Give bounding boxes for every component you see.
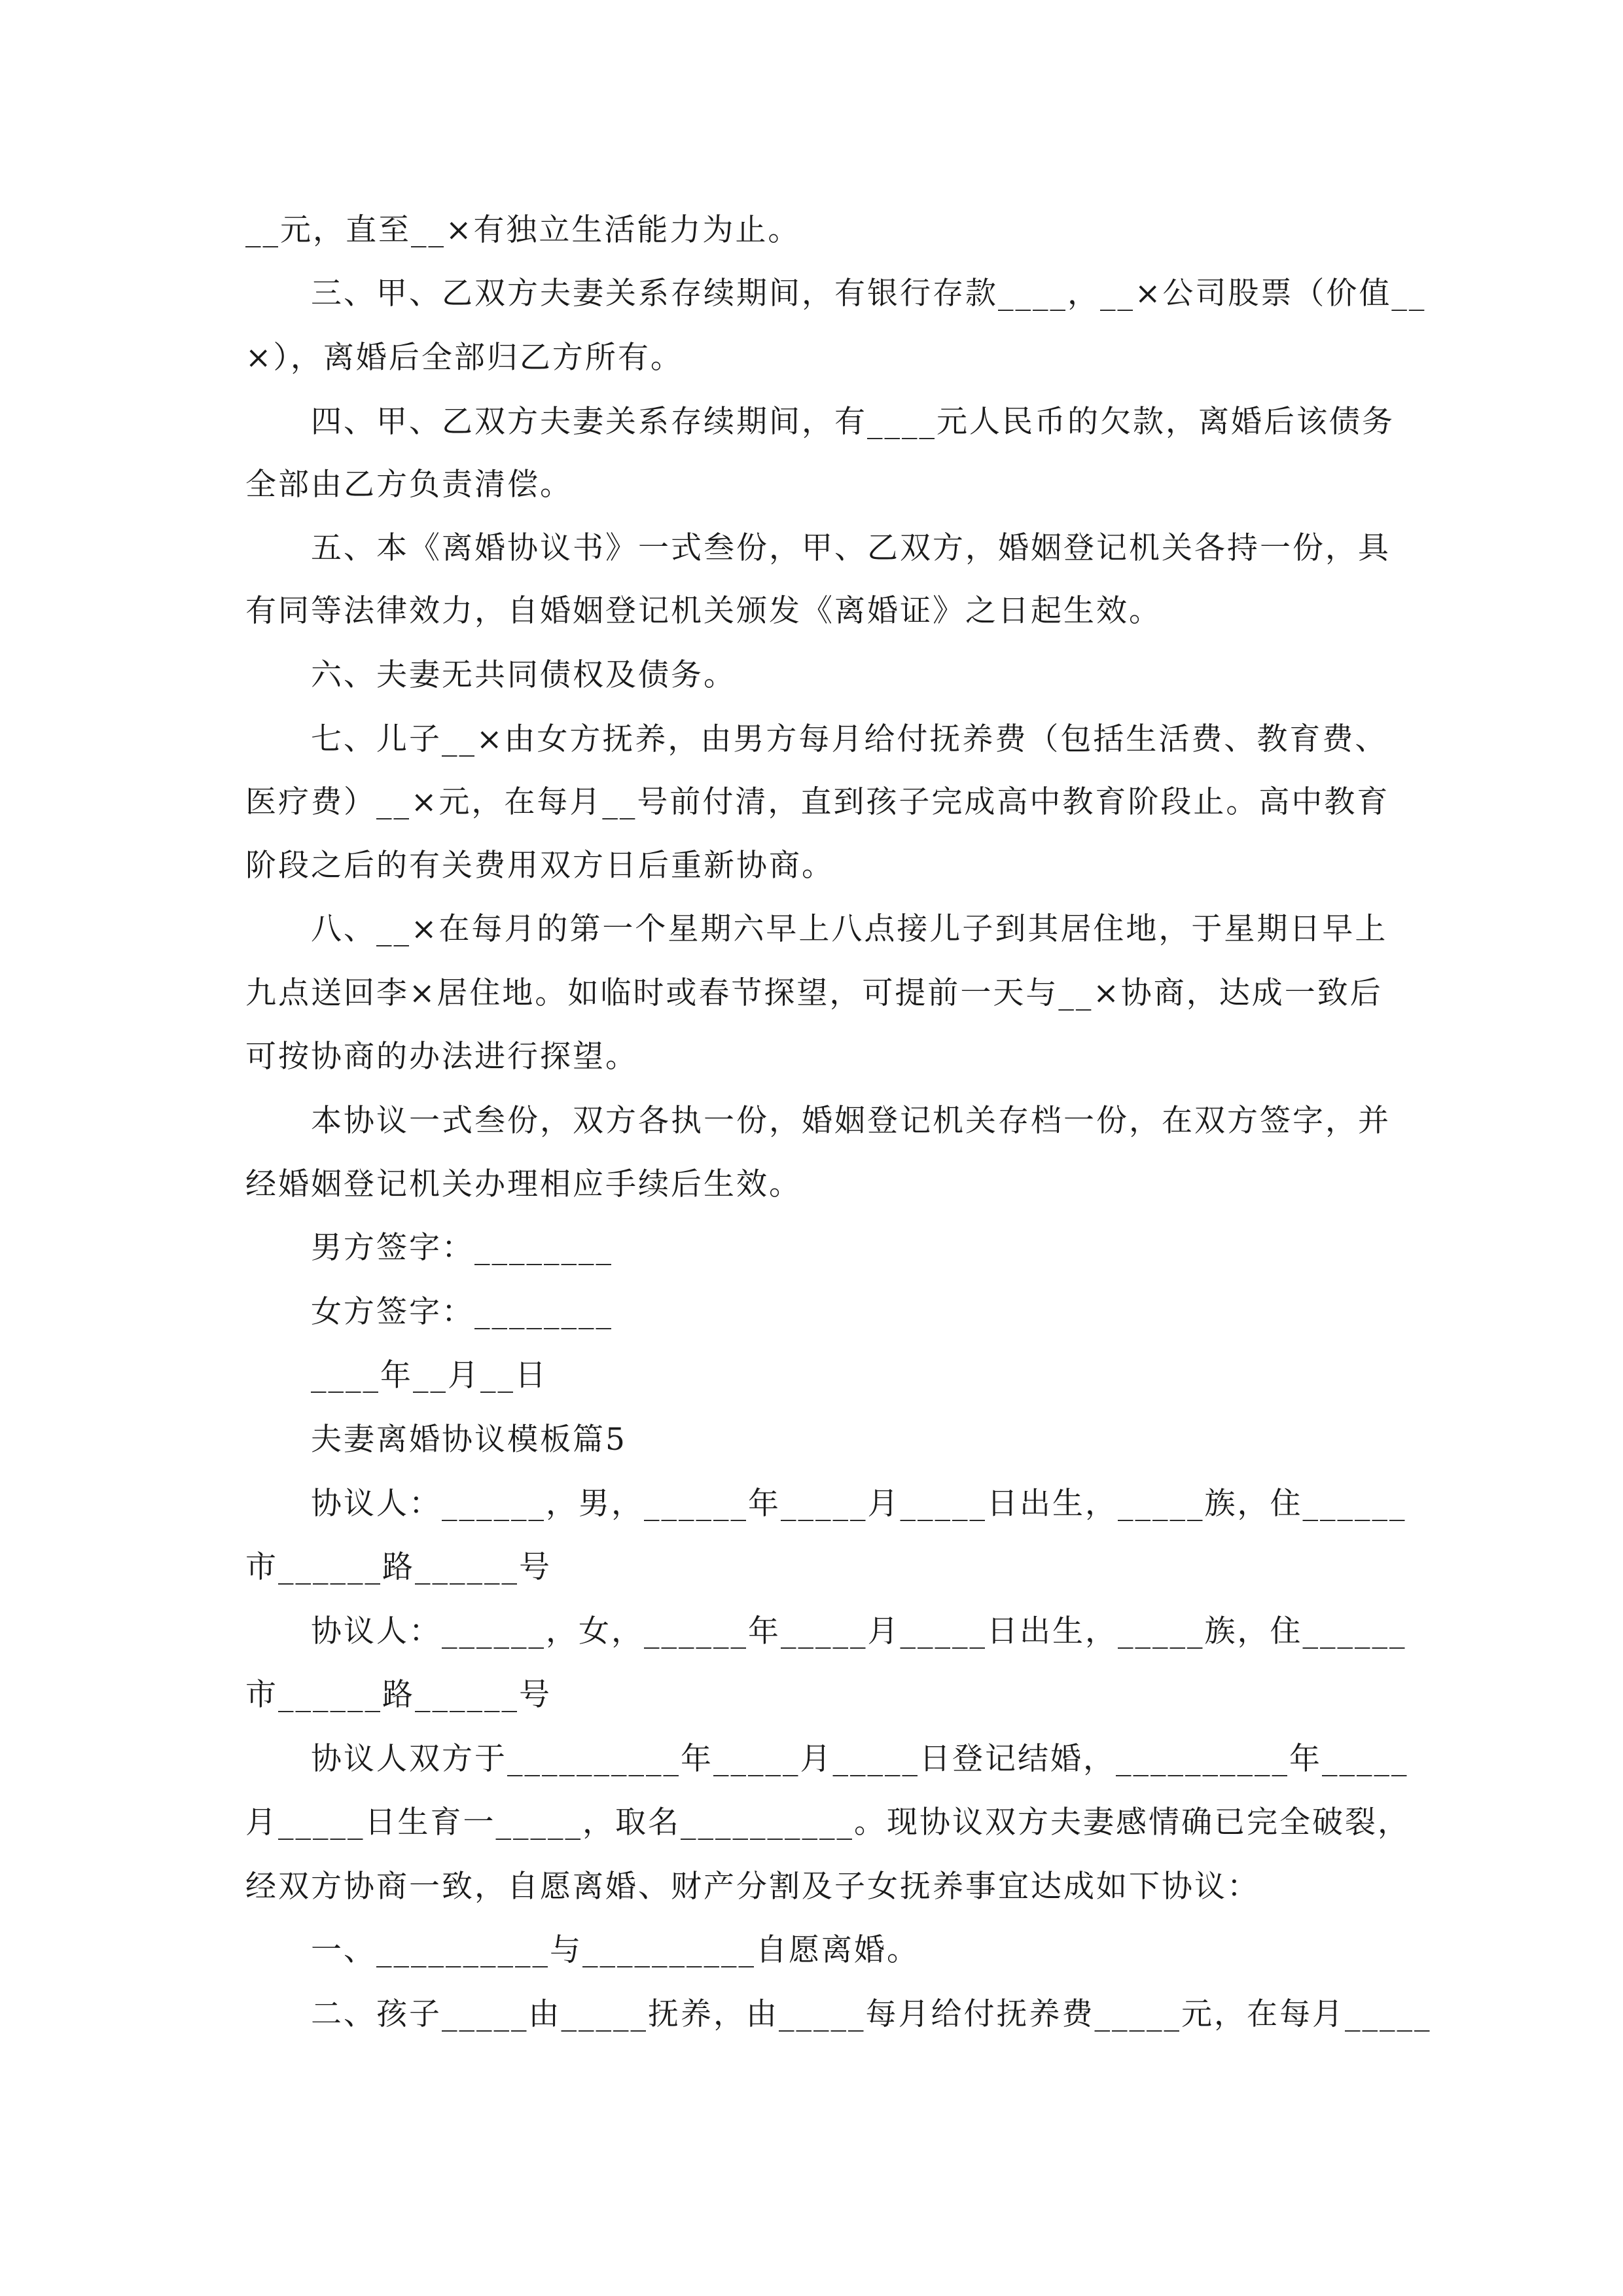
text-line: 协议人双方于__________年_____月_____日登记结婚，__________年_____ xyxy=(311,1741,1409,1777)
text-line: 全部由乙方负责清偿。 xyxy=(245,467,573,503)
text-line: 八、__×在每月的第一个星期六早上八点接儿子到其居住地，于星期日早上 xyxy=(311,911,1388,947)
text-line: 经双方协商一致，自愿离婚、财产分割及子女抚养事宜达成如下协议： xyxy=(245,1869,1260,1905)
text-line: 九点送回李×居住地。如临时或春节探望，可提前一天与__×协商，达成一致后 xyxy=(245,975,1383,1011)
text-line: 四、甲、乙双方夫妻关系存续期间，有____元人民币的欠款，离婚后该债务 xyxy=(311,404,1395,440)
text-line: __元，直至__×有独立生活能力为止。 xyxy=(245,212,801,248)
text-line: 本协议一式叁份，双方各执一份，婚姻登记机关存档一份，在双方签字，并 xyxy=(311,1103,1391,1139)
female-signature-line: 女方签字：________ xyxy=(311,1294,613,1330)
text-line: 可按协商的办法进行探望。 xyxy=(245,1039,638,1075)
text-line: 经婚姻登记机关办理相应手续后生效。 xyxy=(245,1166,802,1202)
text-line: 五、本《离婚协议书》一式叁份，甲、乙双方，婚姻登记机关各持一份，具 xyxy=(311,530,1391,566)
text-line: 有同等法律效力，自婚姻登记机关颁发《离婚证》之日起生效。 xyxy=(245,593,1162,629)
text-line: 协议人：______，男，______年_____月_____日出生，_____族，住______ xyxy=(311,1486,1407,1522)
text-line: 一、__________与__________自愿离婚。 xyxy=(311,1932,919,1968)
text-line: 医疗费）__×元，在每月__号前付清，直到孩子完成高中教育阶段止。高中教育 xyxy=(245,784,1390,820)
text-line: 月_____日生育一_____，取名__________。现协议双方夫妻感情确已完全破裂， xyxy=(245,1804,1410,1840)
date-line: ____年__月__日 xyxy=(311,1357,548,1393)
text-line: 阶段之后的有关费用双方日后重新协商。 xyxy=(245,848,834,884)
text-line: 七、儿子__×由女方抚养，由男方每月给付抚养费（包括生活费、教育费、 xyxy=(311,721,1388,757)
section-heading: 夫妻离婚协议模板篇5 xyxy=(311,1422,627,1458)
male-signature-line: 男方签字：________ xyxy=(311,1230,613,1266)
text-line: 三、甲、乙双方夫妻关系存续期间，有银行存款____，__×公司股票（价值__ xyxy=(311,276,1427,312)
text-line: 市______路______号 xyxy=(245,1677,552,1713)
text-line: 二、孩子_____由_____抚养，由_____每月给付抚养费_____元，在每月_____ xyxy=(311,1996,1432,2032)
text-line: 六、夫妻无共同债权及债务。 xyxy=(311,657,736,693)
text-line: 协议人：______，女，______年_____月_____日出生，_____族，住______ xyxy=(311,1613,1407,1649)
text-line: ×），离婚后全部归乙方所有。 xyxy=(245,340,683,376)
text-line: 市______路______号 xyxy=(245,1549,552,1585)
